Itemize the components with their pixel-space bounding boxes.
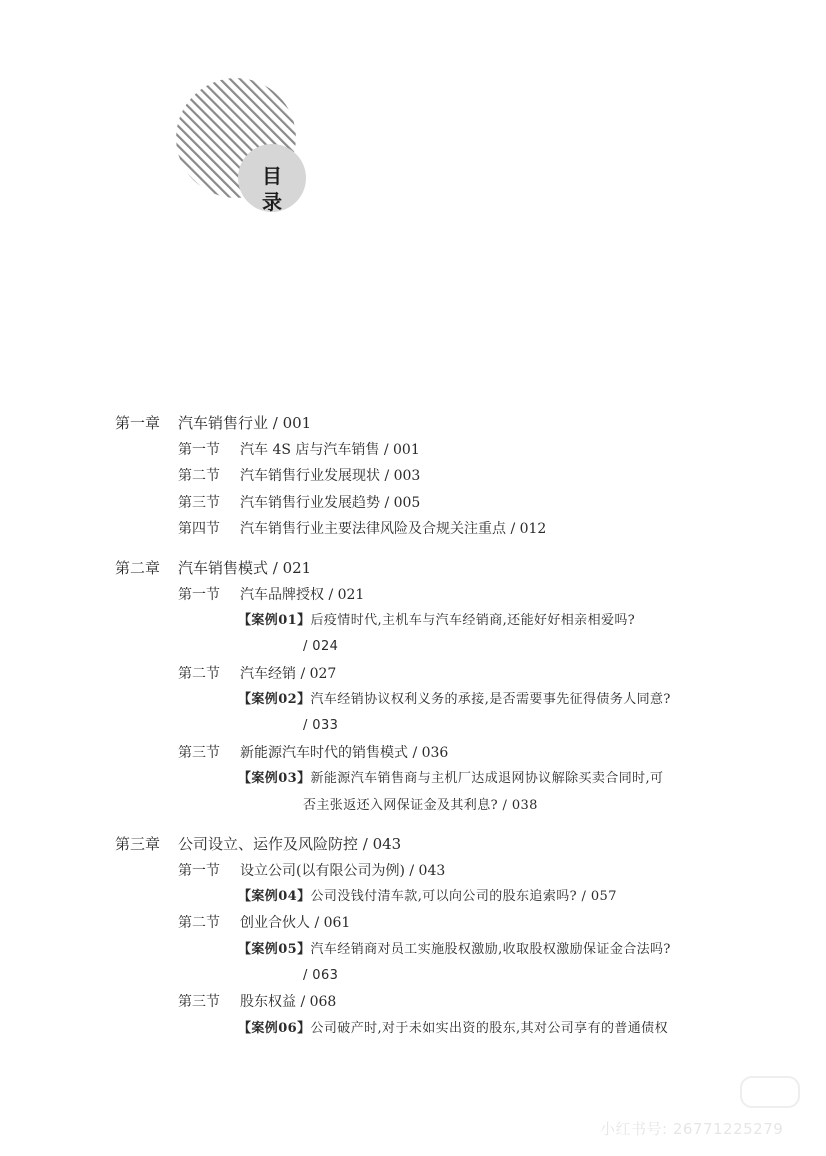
- watermark-text: 小红书号: 26771225279: [600, 1120, 784, 1138]
- section-title: 汽车销售行业发展趋势 / 005: [240, 495, 421, 511]
- section-title: 汽车经销 / 027: [240, 666, 337, 682]
- case-tag: 【案例03】: [238, 771, 311, 786]
- section-label: 第三节: [178, 495, 220, 511]
- chapter-2-label: 第二章: [115, 559, 161, 577]
- case-continuation: / 024: [303, 639, 339, 654]
- section-title: 设立公司(以有限公司为例) / 043: [240, 863, 446, 879]
- case-entry: [238, 1020, 668, 1038]
- section-label: 第一节: [178, 863, 220, 879]
- section-title: 汽车品牌授权 / 021: [240, 587, 365, 603]
- section-label: 第二节: [178, 915, 220, 931]
- case-continuation: / 063: [303, 968, 339, 983]
- chapter-2-title: 汽车销售模式 / 021: [178, 559, 312, 577]
- case-tag: 【案例06】: [238, 1021, 311, 1036]
- section-label: 第四节: [178, 521, 220, 537]
- section-label: 第一节: [178, 442, 220, 458]
- watermark-logo-icon: [740, 1076, 800, 1108]
- chapter-3-label: 第三章: [115, 835, 161, 853]
- heading-char-2: 录: [262, 190, 282, 214]
- case-continuation: / 033: [303, 718, 339, 733]
- section-title: 汽车销售行业主要法律风险及合规关注重点 / 012: [240, 521, 547, 537]
- case-text: 后疫情时代,主机车与汽车经销商,还能好好相亲相爱吗?: [310, 613, 636, 628]
- section-title: 股东权益 / 068: [240, 994, 337, 1010]
- case-text: 汽车经销协议权利义务的承接,是否需要事先征得债务人同意?: [310, 692, 671, 707]
- case-continuation: 否主张返还入网保证金及其利息? / 038: [303, 798, 538, 813]
- case-text: 新能源汽车销售商与主机厂达成退网协议解除买卖合同时,可: [310, 771, 664, 786]
- case-tag: 【案例02】: [238, 692, 311, 707]
- case-tag: 【案例01】: [238, 613, 311, 628]
- case-text: 公司破产时,对于未如实出资的股东,其对公司享有的普通债权: [310, 1021, 668, 1036]
- section-label: 第一节: [178, 587, 220, 603]
- section-label: 第三节: [178, 994, 220, 1010]
- case-text: 汽车经销商对员工实施股权激励,收取股权激励保证金合法吗?: [310, 942, 671, 957]
- case-entry: [238, 691, 671, 709]
- section-title: 创业合伙人 / 061: [240, 915, 351, 931]
- section-title: 新能源汽车时代的销售模式 / 036: [240, 745, 449, 761]
- case-entry: [238, 612, 635, 630]
- case-entry: [238, 770, 663, 788]
- section-label: 第二节: [178, 666, 220, 682]
- case-entry: [238, 941, 671, 959]
- chapter-3-title: 公司设立、运作及风险防控 / 043: [178, 835, 402, 853]
- case-tag: 【案例05】: [238, 942, 311, 957]
- section-label: 第三节: [178, 745, 220, 761]
- heading-char-1: 目: [262, 164, 282, 188]
- case-entry: [238, 888, 617, 906]
- chapter-1-title: 汽车销售行业 / 001: [178, 414, 312, 432]
- chapter-1-label: 第一章: [115, 414, 161, 432]
- case-tag: 【案例04】: [238, 889, 311, 904]
- section-title: 汽车销售行业发展现状 / 003: [240, 468, 421, 484]
- case-text: 公司没钱付清车款,可以向公司的股东追索吗? / 057: [310, 889, 617, 904]
- section-title: 汽车 4S 店与汽车销售 / 001: [240, 442, 420, 458]
- section-label: 第二节: [178, 468, 220, 484]
